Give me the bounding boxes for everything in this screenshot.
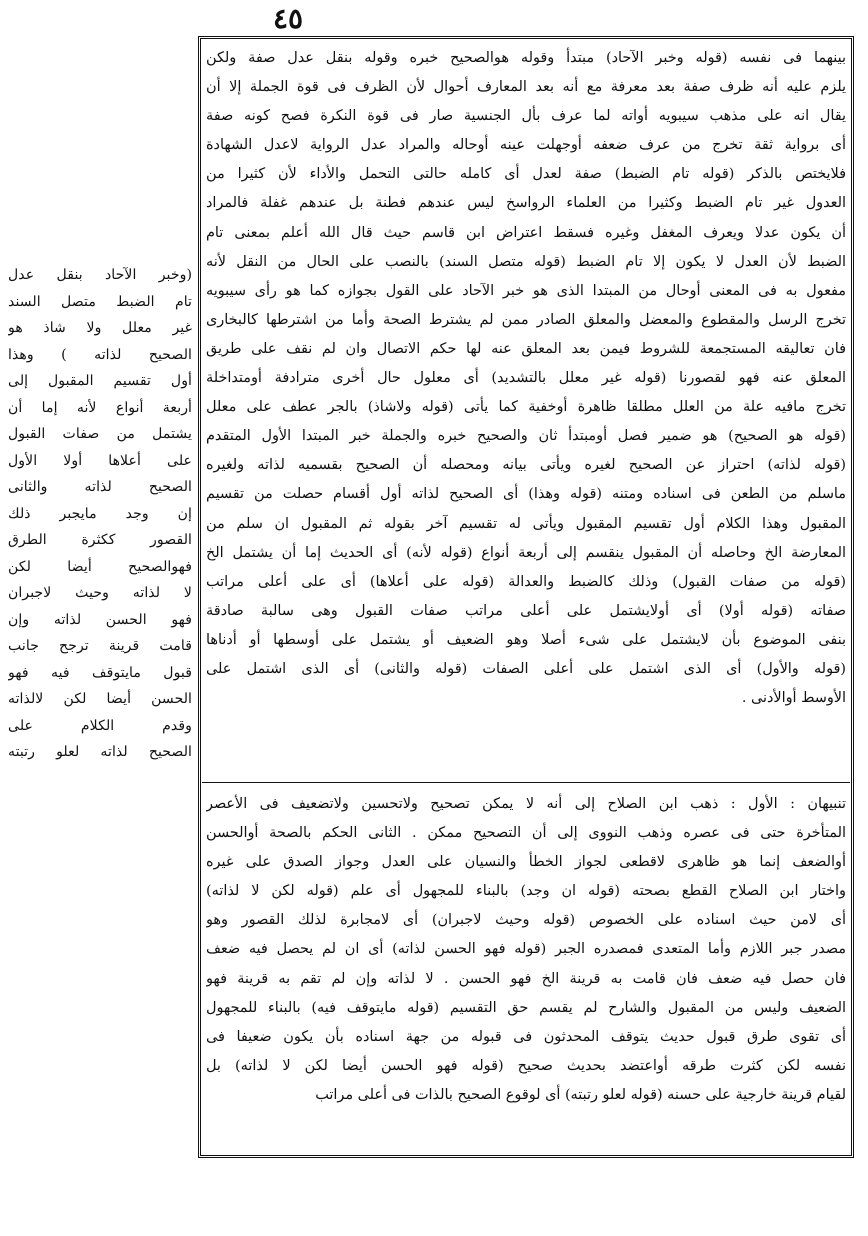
note-line: أى لامن حيث اسناده على الخصوص (قوله وحيث لاجبران) أى لامجابرة لذلك القصور وهو [206,912,846,929]
text-line: أن يكون عدلا ويعرف المغفل وغيره فسقط اعتراض ابن قاسم حيث قال الله أعلم بمعنى تام [206,224,846,241]
text-line: (قوله لذاته) احتراز عن الصحيح لغيره ويأتى بيانه ومحصله أن الصحيح بقسميه لذاته ولغيره [206,457,846,474]
note-line: أى تقوى طرق قبول حديث يتوقف المحدثون فى قبوله من جهة اسناده بأن يكون ضعيفا فى [206,1028,846,1045]
text-line: يلزم عليه أنه ظرف صفة بعد معرفة مع أنه بعد المعارف أحوال لأن الظرف فى قوة الجملة إلا أن [206,79,846,96]
margin-line: أربعة أنواع لأنه إما أن [8,399,192,416]
margin-line: الصحيح لذاته لعلو رتبته [8,744,192,760]
text-line: بنفى الموضوع بأن لايشتمل على شىء أصلا وهو الضعيف أو يشتمل على أوسطها أو أدناها [206,631,846,648]
note-line: نفسه لكن كثرت طرقه أواعتضد بحديث صحيح (قوله فهو الحسن أيضا لكن لا لذاته) بل [206,1057,846,1074]
text-line: المعارضة الخ وحاصله أن المقبول ينقسم إلى أربعة أنواع (قوله لأنه) أى الحديث إما أن يشتمل الخ [206,544,846,561]
section-divider [202,782,850,783]
text-line: مفعول به فى المعنى أوحال من المبتدا الذى هو خبر الآحاد على القول بجوازه كما هو رأى سيبويه [206,282,846,299]
note-line: المتأخرة حتى فى عصره وذهب النووى إلى أن التصحيح ممكن . الثانى الحكم بالصحة أوالحسن [206,825,846,842]
text-line: صفاته (قوله أولا) أى أولايشتمل على أعلى مراتب صفات القبول وهى سالبة صادقة [206,602,846,619]
text-line: (قوله والأول) أى الذى اشتمل على أعلى الصفات (قوله والثانى) أى الذى اشتمل على [206,660,846,677]
margin-line: يشتمل من صفات القبول [8,426,192,442]
note-line: الضعيف وليس من المقبول والشارح لم يقسم حق التقسيم (قوله مايتوقف فيه) بالبناء للمجهول [206,999,846,1016]
margin-line: قامت قرينة ترجح جانب [8,638,192,654]
margin-line: فهوالصحيح أيضا لكن [8,558,192,575]
text-line: العدول غير تام الضبط وكثيرا من العلماء الرواسخ ليس عندهم فطنة بل عندهم غفلة فالمراد [206,195,846,212]
text-line: يقال انه على مذهب سيبويه أواته لما عرف بأل الجنسية صار فى قوة النكرة فصح كونه صفة [206,108,846,125]
margin-line: وقدم الكلام على [8,717,192,734]
margin-line: تام الضبط متصل السند [8,293,192,310]
margin-line: الحسن أيضا لكن لالذاته [8,691,192,707]
text-line: (قوله هو الصحيح) هو ضمير فصل أومبتدأ ثان والصحيح خبره والجملة خبر المبتدا الأول المتقدم [206,428,846,445]
margin-line: القصور ككثرة الطرق [8,532,192,548]
margin-line: أول تقسيم المقبول إلى [8,373,192,389]
margin-line: (وخبر الآحاد بنقل عدل [8,267,192,283]
text-line: تخرج الرسل والمقطوع والمعضل والمعلق الصادر ممن لم يشترط الصحة وأما من اشترطها كالبخارى [206,311,846,328]
text-line: المعلق عنه فهو لقصورنا (قوله غير معلل بالتشديد) أى معلول حال أخرى مترادفة أومتداخلة [206,370,846,387]
margin-line: إن وجد مايجبر ذلك [8,505,192,522]
commentary-text [206,44,846,713]
note-line: أوالضعف إنما هو ظاهرى لاقطعى لجواز الخطأ والنسيان على العدل وجواز الصدق على غيره [206,854,846,871]
text-line: فلايختص بالذكر (قوله تام الضبط) صفة لعدل أى كامله حالتى التحمل والأداء لأن كثيرا من [206,166,846,183]
text-line: فان تعاليقه المستجمعة للشروط فيمن بعد المعلق عنه لها حكم الاتصال وان لم نقف على طريق [206,340,846,357]
page-number: ٤٥ [272,2,304,35]
notes-text [206,790,846,1110]
text-line: (قوله من صفات القبول) وذلك كالضبط والعدالة (قوله على أعلاها) أى على أعلى مراتب [206,573,846,590]
note-line: تنبيهان : الأول : ذهب ابن الصلاح إلى أنه لا يمكن تصحيح ولاتحسين ولاتضعيف فى الأعصر [206,796,846,812]
note-line: لقيام قرينة خارجية على حسنه (قوله لعلو رتبته) أى لوقوع الصحيح بالذات فى أعلى مراتب [315,1086,846,1103]
margin-line: الصحيح لذاته والثانى [8,479,192,495]
text-line: أى برواية ثقة تخرج من عرف ضعفه أوجهلت عينه أوحاله والمراد عدل الرواية لاعدل الشهادة [206,137,846,154]
note-line: فان حصل فيه ضعف فان قامت به قرينة الخ فهو الحسن . لا لذاته وإن لم تقم به قرينة فهو [206,970,846,987]
text-line: بينهما فى نفسه (قوله وخبر الآحاد) مبتدأ وقوله هوالصحيح خبره وقوله بنقل عدل صفة ولكن [206,50,846,66]
text-line: الضبط لأن العدل لا يكون إلا تام الضبط (قوله متصل السند) بالنصب على الحال من النقل لأنه [206,253,846,270]
margin-line: قبول مايتوقف فيه فهو [8,664,192,681]
note-line: مصدر جبر اللازم وأما المتعدى فمصدره الجبر (قوله فهو الحسن لذاته) أى ان لم يحصل فيه ضعف [206,941,846,958]
margin-line: لا لذاته وحيث لاجبران [8,585,192,601]
text-line: ماسلم من الطعن فى اسناده ومتنه (قوله وهذا) أى الصحيح لذاته أول أقسام حصلت من تقسيم [206,486,846,503]
text-line: المقبول وهذا الكلام أول تقسيم المقبول ويأتى له تقسيم آخر بقوله ثم المقبول ان سلم من [206,515,846,532]
margin-line: غير معلل ولا شاذ هو [8,320,192,336]
margin-line: فهو الحسن لذاته وإن [8,611,192,628]
text-line: الأوسط أوالأدنى . [741,690,846,707]
text-line: تخرج مافيه علة من العلل مطلقا ظاهرة أوخفية كما يأتى (قوله ولاشاذ) بالجر عطف على معلل [206,399,846,416]
note-line: واختار ابن الصلاح القطع بصحته (قوله ان وجد) بالبناء للمجهول أى علم (قوله لكن لا لذاته) [206,883,846,900]
margin-line: على أعلاها أولا الأول [8,452,192,469]
margin-line: الصحيح لذاته ) وهذا [8,346,192,363]
margin-matn-column [8,262,192,766]
